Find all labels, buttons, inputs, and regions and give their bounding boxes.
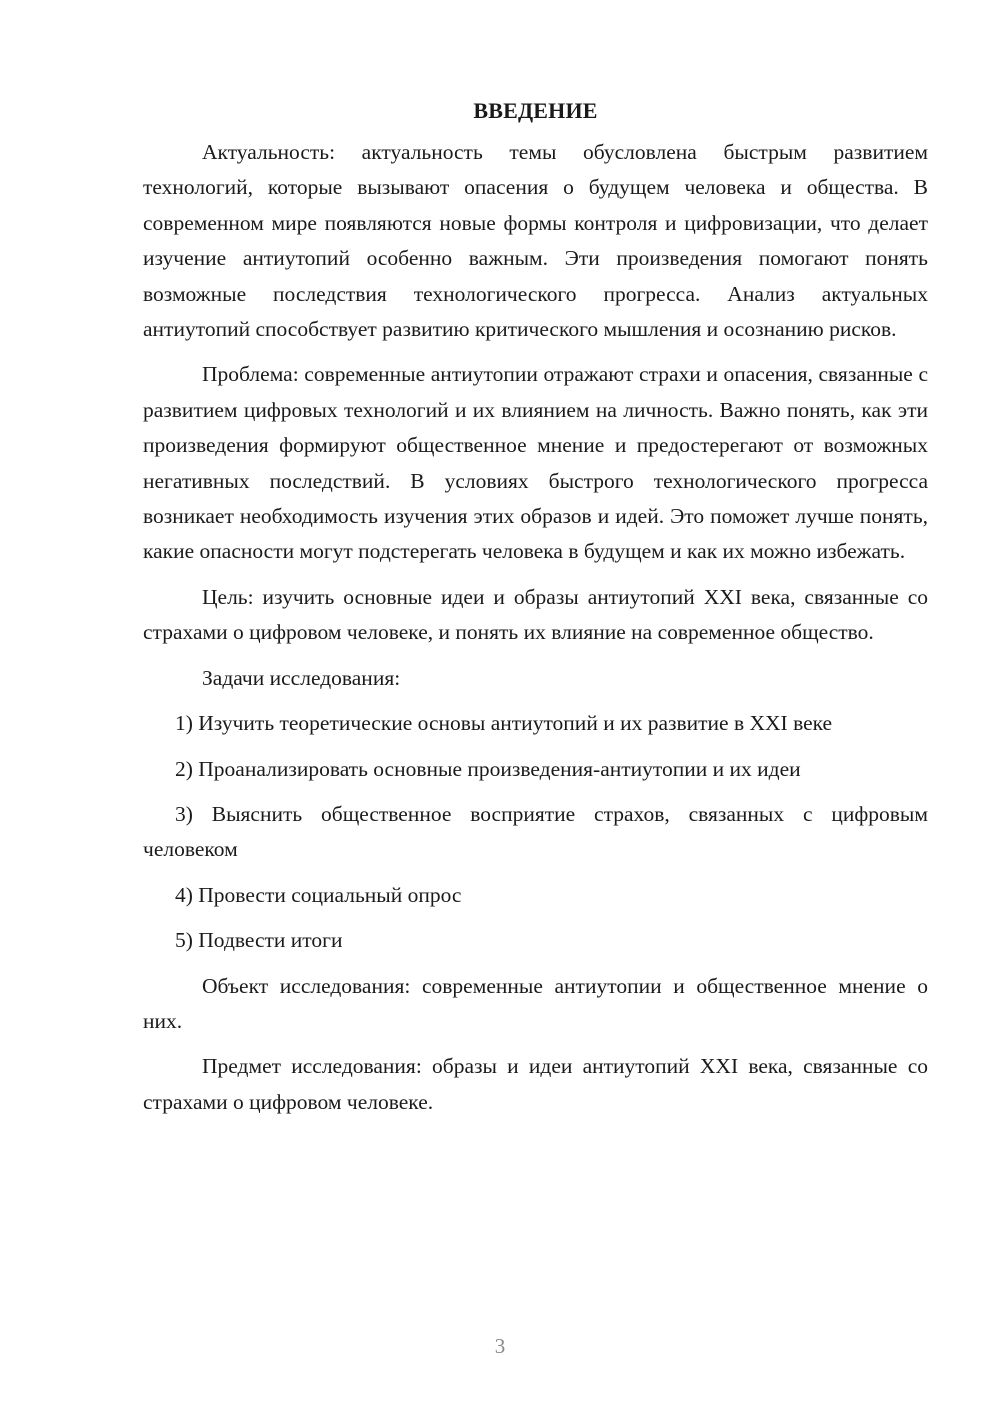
task-item-2: 2) Проанализировать основные произведения-антиутопии и их идеи — [175, 756, 801, 781]
paragraph-relevance: Актуальность: актуальность темы обусловлена быстрым развитием технологий, которые вызывают опасения о будущем человека и общества. В современном мире появляются новые формы контроля и цифровизации, что делает изучение антиутопий особенно важным. Эти произведения помогают понять возможные последствия технологического прогресса. Анализ актуальных антиутопий способствует развитию критического мышления и осознанию рисков. — [143, 140, 928, 342]
document-page — [143, 96, 928, 1120]
paragraph-object: Объект исследования: современные антиутопии и общественное мнение о них. — [143, 973, 928, 1033]
page-title: ВВЕДЕНИЕ — [473, 98, 598, 123]
paragraph-goal: Цель: изучить основные идеи и образы антиутопий XXI века, связанные со страхами о цифровом человеке, и понять их влияние на современное общество. — [143, 584, 928, 645]
paragraph-problem: Проблема: современные антиутопии отражают страхи и опасения, связанные с развитием цифровых технологий и их влиянием на личность. Важно понять, как эти произведения формируют общественное мнение и предостерегают от возможных негативных последствий. В условиях быстрого технологического прогресса возникает необходимость изучения этих образов и идей. Это поможет лучше понять, какие опасности могут подстерегать человека в будущем и как их можно избежать. — [143, 362, 928, 564]
task-item-4: 4) Провести социальный опрос — [175, 882, 462, 907]
task-item-5: 5) Подвести итоги — [175, 928, 343, 953]
task-item-3: 3) Выяснить общественное восприятие страхов, связанных с цифровым человеком — [143, 801, 928, 862]
page-number: 3 — [494, 1334, 506, 1358]
paragraph-subject: Предмет исследования: образы и идеи антиутопий XXI века, связанные со страхами о цифровом человеке. — [143, 1054, 928, 1114]
task-item-1: 1) Изучить теоретические основы антиутопий и их развитие в XXI веке — [175, 711, 833, 736]
tasks-title: Задачи исследования: — [202, 665, 401, 690]
